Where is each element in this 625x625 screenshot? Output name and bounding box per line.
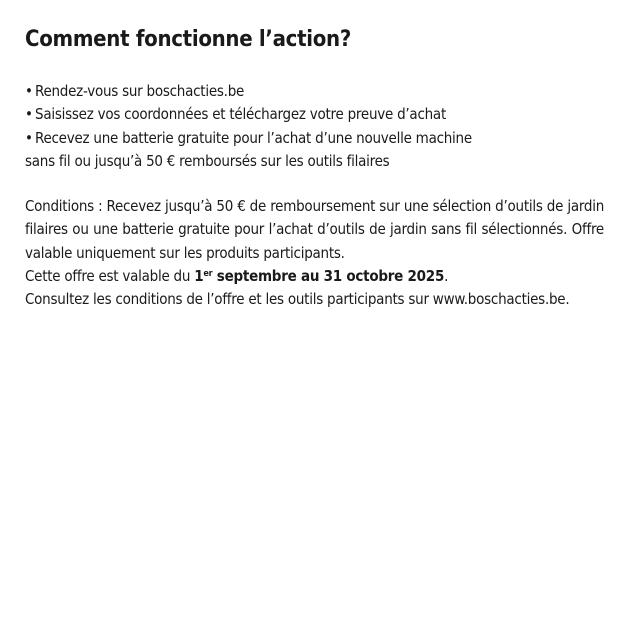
validity-ordinal: er [203, 269, 213, 280]
validity-range: septembre au 31 octobre 2025 [212, 267, 445, 286]
list-item [25, 80, 604, 103]
conditions-block [25, 195, 604, 311]
conditions-text: Conditions : Recevez jusqu’à 50 € de remboursement sur une sélection d’outils de jardin filaires ou une batterie gratuite pour l’achat d’outils de jardin sans fil sélectionnés. Offre valable uniquement sur les produits participants. [25, 197, 604, 262]
step-text: Rendez-vous sur boschacties.be [35, 82, 245, 100]
validity-text [25, 265, 604, 288]
validity-day: 1 [194, 267, 204, 286]
steps-list [25, 80, 604, 150]
step-text: Recevez une batterie gratuite pour l’achat d’une nouvelle machine [35, 128, 472, 147]
list-item [25, 127, 604, 150]
consult-text: Consultez les conditions de l’offre et les outils participants sur www.boschacties.be. [25, 290, 570, 309]
offer-details [25, 25, 604, 312]
bullet-icon: • [25, 105, 33, 124]
validity-prefix: Cette offre est valable du [25, 267, 195, 286]
list-item [25, 103, 604, 126]
bullet-icon: • [25, 82, 33, 100]
validity-suffix: . [444, 267, 449, 286]
step-continuation: sans fil ou jusqu’à 50 € remboursés sur les outils filaires [25, 151, 390, 170]
step-text: Saisissez vos coordonnées et téléchargez votre preuve d’achat [35, 105, 446, 124]
bullet-icon: • [25, 128, 33, 147]
page-title: Comment fonctionne l’action? [25, 27, 352, 52]
validity-dates [194, 267, 444, 285]
